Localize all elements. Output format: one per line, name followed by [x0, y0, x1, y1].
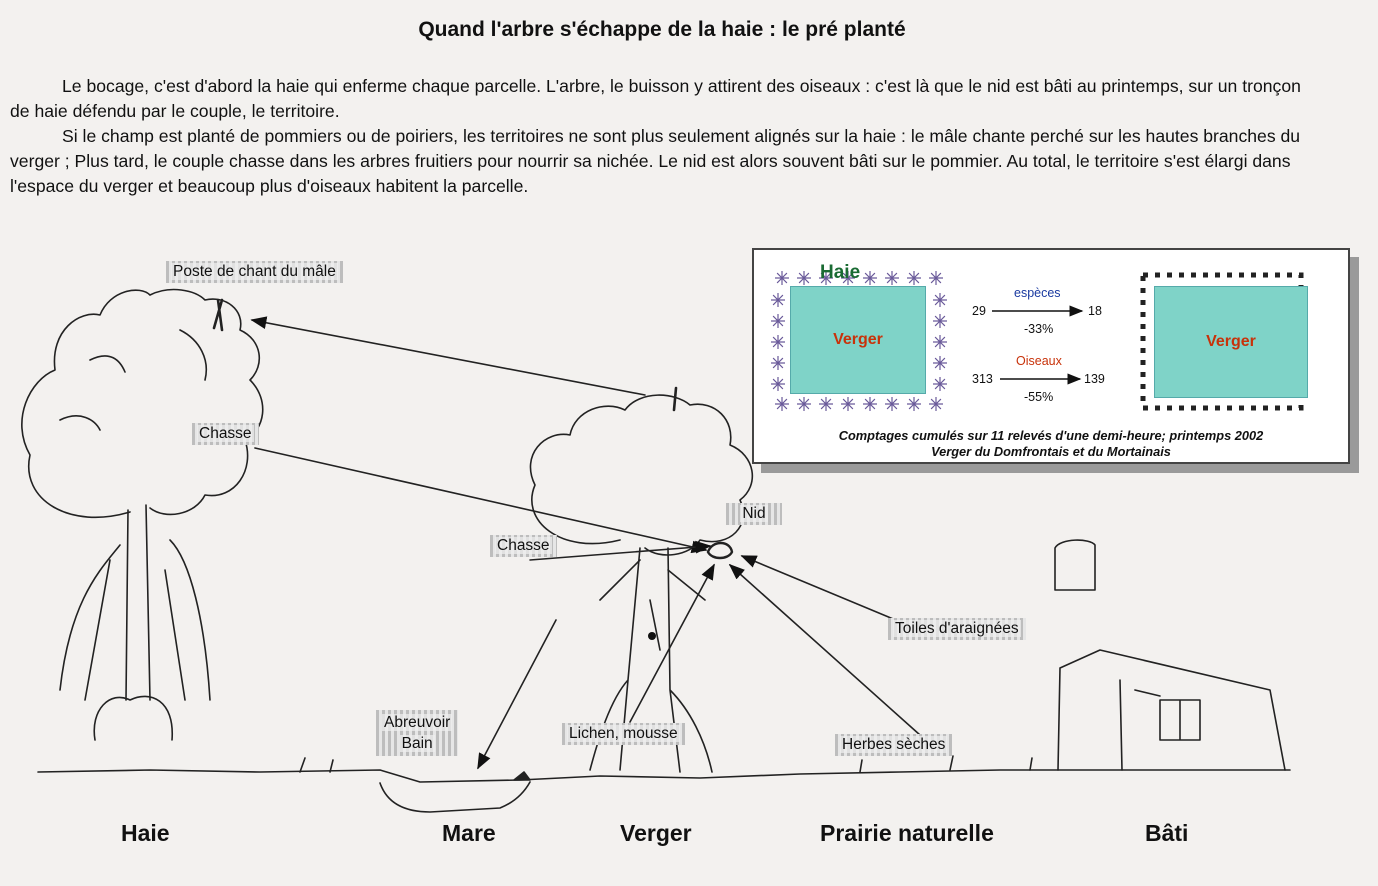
oiseaux-label: Oiseaux: [1016, 354, 1062, 368]
paragraph-verger: Si le champ est planté de pommiers ou de poiriers, les territoires ne sont plus seulement alignés sur la haie : le mâle chante perché sur les hautes branches du verger ; Plus tard, le couple chasse dans les arbres fruitiers pour nourrir sa nichée. Le nid est alors souvent bâti sur le pommier. Au total, le territoire s'est élargi dans l'espace du verger et beaucoup plus d'oiseaux habitent la parcelle.: [10, 126, 1301, 196]
label-herbes: Herbes sèches: [835, 734, 952, 756]
especes-change: -33%: [1024, 322, 1054, 336]
zone-prairie: Prairie naturelle: [820, 820, 994, 846]
label-abreuvoir-bain: [376, 710, 458, 756]
oiseaux-change: -55%: [1024, 390, 1054, 404]
orchard-bird: [674, 388, 676, 410]
label-chasse-verger: Chasse: [490, 535, 557, 557]
caption-line-2: Verger du Domfrontais et du Mortainais: [931, 444, 1171, 459]
label-nid: Nid: [726, 503, 782, 525]
building: [1058, 650, 1285, 770]
hedge-tree-trunk: [126, 505, 150, 700]
arrow-abreuvoir: [478, 620, 556, 768]
especes-label: espèces: [1014, 286, 1061, 300]
inset-arrows: [754, 250, 1348, 420]
grass: [300, 756, 1032, 772]
hedge-shrubs: [60, 540, 210, 740]
zone-mare: Mare: [442, 820, 496, 846]
page-title: Quand l'arbre s'échappe de la haie : le pré planté: [418, 18, 906, 41]
ground-line: [38, 770, 1290, 782]
oiseaux-from: 313: [972, 372, 993, 386]
orchard-trunk-hole: [648, 632, 656, 640]
especes-to: 18: [1088, 304, 1102, 318]
especes-from: 29: [972, 304, 986, 318]
orchard-left: Verger: [790, 286, 926, 394]
chimney: [1055, 540, 1095, 590]
caption-line-1: Comptages cumulés sur 11 relevés d'une demi-heure; printemps 2002: [838, 428, 1264, 443]
singing-male-bird: [214, 300, 222, 330]
arrow-chasse-haie: [255, 448, 706, 550]
label-bain: Bain: [401, 735, 433, 752]
orchard-right: Verger: [1154, 286, 1308, 398]
hedge-tree-canopy: [22, 290, 263, 518]
label-poste-de-chant: Poste de chant du mâle: [166, 261, 343, 283]
pond: [380, 782, 530, 812]
arrow-to-song-post: [252, 320, 645, 395]
label-chasse-haie: Chasse: [192, 423, 259, 445]
label-lichen: Lichen, mousse: [562, 723, 685, 745]
orchard-tree-canopy: [530, 395, 752, 555]
zone-bati: Bâti: [1145, 820, 1189, 846]
nest: [708, 543, 732, 558]
inset-haie-label: Haie: [820, 262, 861, 283]
label-abreuvoir: Abreuvoir: [384, 714, 451, 731]
arrow-lichen: [630, 565, 714, 722]
oiseaux-to: 139: [1084, 372, 1105, 386]
label-toiles: Toiles d'araignées: [888, 618, 1026, 640]
zone-haie: Haie: [121, 820, 170, 846]
comparison-inset: [752, 248, 1350, 464]
paragraph-intro: Le bocage, c'est d'abord la haie qui enferme chaque parcelle. L'arbre, le buisson y attirent des oiseaux : c'est là que le nid est bâti au printemps, sur un tronçon de haie défendu par le couple, le territoire.: [10, 76, 1301, 121]
zone-verger: Verger: [620, 820, 692, 846]
inset-caption: [754, 428, 1348, 460]
pond-bird: [514, 772, 530, 780]
